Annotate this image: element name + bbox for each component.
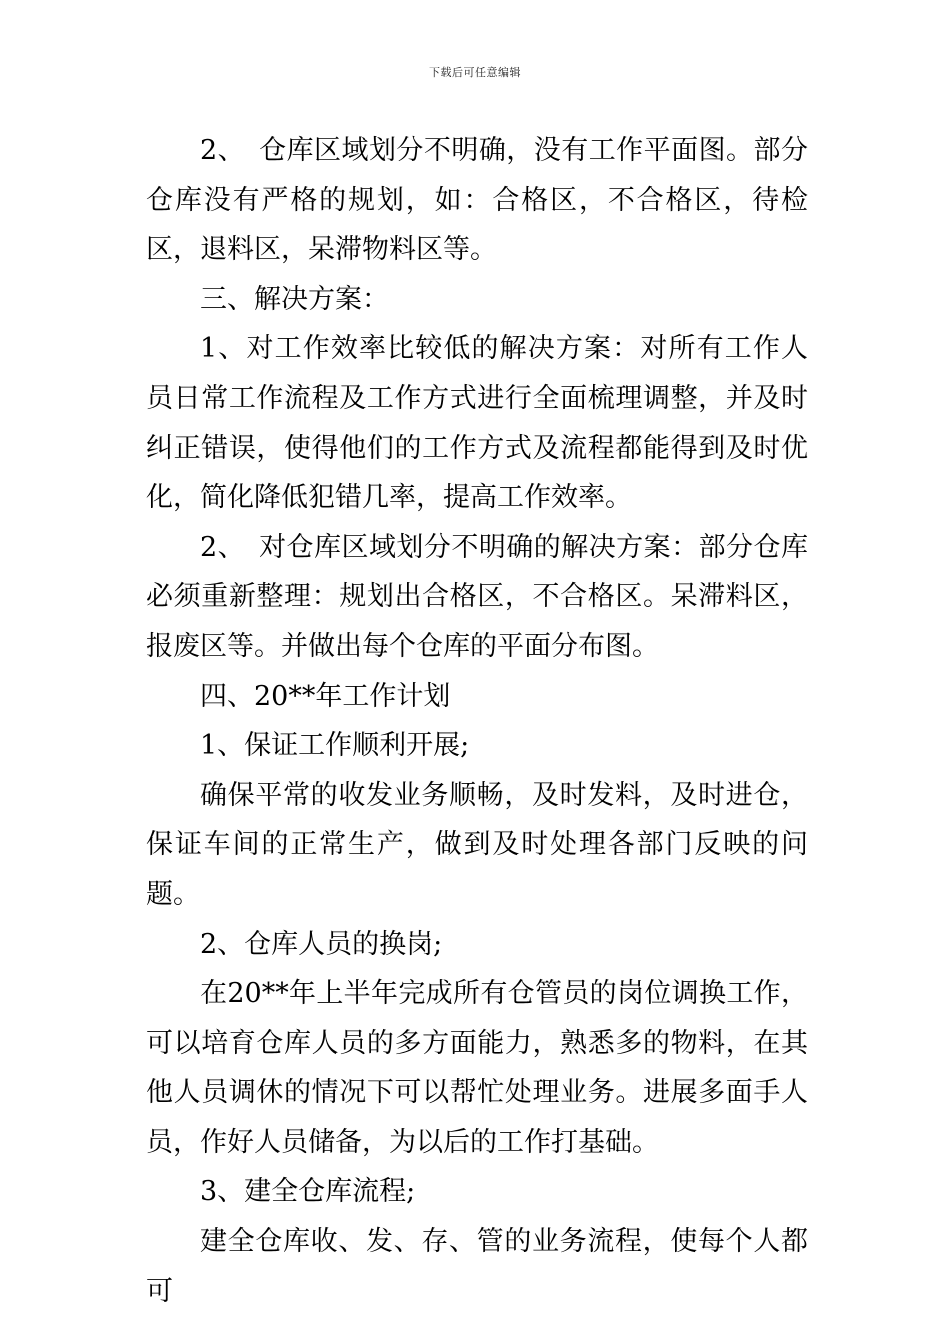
section-heading-solutions: 三、解决方案： [200, 283, 389, 315]
paragraph-zone-solution: 2、 对仓库区域划分不明确的解决方案：部分仓库必须重新整理：规划出合格区，不合格区。呆滞料区，报废区等。并做出每个仓库的平面分布图。 [146, 531, 808, 662]
section-heading-work-plan: 四、20**年工作计划 [200, 680, 451, 712]
paragraph-efficiency-solution: 1、对工作效率比较低的解决方案：对所有工作人员日常工作流程及工作方式进行全面梳理调整，并及时纠正错误，使得他们的工作方式及流程都能得到及时优化，简化降低犯错几率，提高工作效率。 [146, 333, 808, 514]
plan-item-heading-3: 3、建全仓库流程; [200, 1176, 416, 1208]
plan-item-text-1: 确保平常的收发业务顺畅，及时发料，及时进仓，保证车间的正常生产，做到及时处理各部门反映的问题。 [146, 779, 808, 910]
plan-item-text-3: 建全仓库收、发、存、管的业务流程，使每个人都可 [146, 1226, 808, 1307]
header-note: 下载后可任意编辑 [429, 66, 521, 79]
document-body [146, 126, 808, 1316]
plan-item-heading-1: 1、保证工作顺利开展; [200, 730, 470, 762]
plan-item-heading-2: 2、仓库人员的换岗; [200, 928, 443, 960]
plan-item-text-2: 在20**年上半年完成所有仓管员的岗位调换工作，可以培育仓库人员的多方面能力，熟悉多的物料，在其他人员调休的情况下可以帮忙处理业务。进展多面手人员，作好人员储备，为以后的工作打基础。 [146, 978, 808, 1158]
paragraph-warehouse-zones-issue: 2、 仓库区域划分不明确，没有工作平面图。部分仓库没有严格的规划，如：合格区，不合格区，待检区，退料区，呆滞物料区等。 [146, 135, 808, 266]
